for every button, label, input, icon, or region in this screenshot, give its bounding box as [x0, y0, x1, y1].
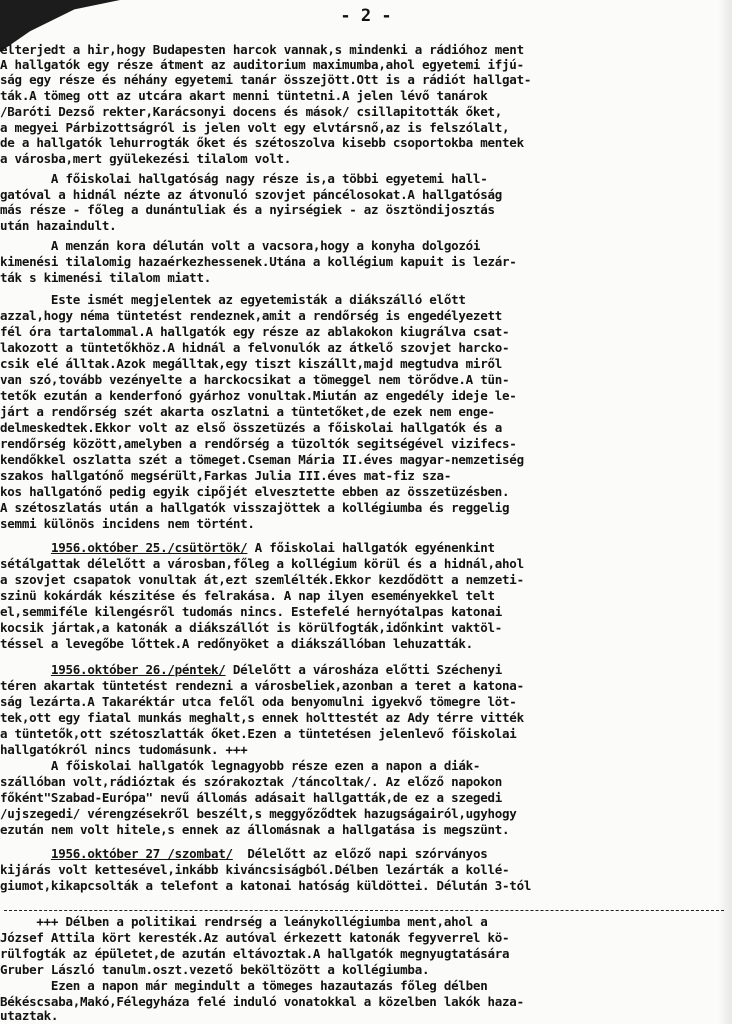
text-line: de a hallgatók lehurrogták őket és szétoszolva kisebb csoportokba mentek: [0, 135, 524, 150]
section-oct25-line: a szovjet csapatok vonultak át,ezt szemlélték.Ekkor kezdődött a nemzeti-: [0, 572, 524, 587]
text-line: ság egy része és néhány egyetemi tanár összejött.Ott is a rádiót hallgat-: [0, 72, 532, 87]
text-line: semmi különös incidens nem történt.: [0, 516, 255, 531]
text-line: delmeskedtek.Ekkor volt az első összetüzés a főiskolai hallgatók és a: [0, 420, 503, 435]
section-oct26-line: tek,ott egy fiatal munkás meghalt,s ennek holttestét az Ady térre vitték: [0, 710, 524, 725]
section-oct25-line: szinü kokárdák készitése és felrakása. A nap ilyen eseményekkel telt: [0, 588, 495, 603]
section-date: 1956.október 27 /szombat/: [50, 846, 233, 861]
section-oct26-line: főként"Szabad-Európa" nevű állomás adásait hallgatták,de ez a szegedi: [0, 790, 503, 805]
text-line: kimenési tilalomig hazaérkezhessenek.Utána a kollégium kapuit is lezár-: [0, 254, 517, 269]
section-oct26-line: a tüntetők,ott szétoszlatták őket.Ezen a tüntetésen jelenlevő főiskolai: [0, 726, 517, 741]
section-oct25-line: sétálgattak délelőtt a városban,főleg a kollégium körül és a hidnál,ahol: [0, 556, 524, 571]
section-oct26-line: /ujszegedi/ vérengzésekről beszélt,s meggyőződtek hazugságairól,ugyhogy: [0, 806, 517, 821]
text-line: Este ismét megjelentek az egyetemisták a diákszálló előtt: [0, 292, 466, 307]
text-line: kendőkkel oszlatta szét a tömeget.Cseman Mária II.éves magyar-nemzetiség: [0, 452, 524, 467]
section-oct25-line: kocsik jártak,a katonák a diákszállót is körülfogták,időnkint vaktöl-: [0, 620, 503, 635]
text-line: más része - főleg a dunántuliak és a nyirségiek - az ösztöndijosztás: [0, 202, 495, 217]
section-oct26-line: ság lezárta.A Takaréktár utca felől oda benyomulni igyekvő tömegre löt-: [0, 694, 517, 709]
footnote-line: Békéscsaba,Makó,Félegyháza felé induló vonatokkal a közelben lakók haza-: [0, 994, 524, 1009]
section-oct26-line: hallgatókról nincs tudomásunk. +++: [0, 742, 248, 757]
text-line: A főiskolai hallgatóság nagy része is,a többi egyetemi hall-: [0, 171, 488, 186]
text-line: tetők ezután a kenderfonó gyárhoz vonultak.Miután az engedély ideje le-: [0, 388, 517, 403]
text-line: /Baróti Dezső rekter,Karácsonyi docens és mások/ csillapitották őket,: [0, 104, 503, 119]
text-line: A szétoszlatás után a hallgatók visszajöttek a kollégiumba és reggelig: [0, 500, 510, 515]
section-oct25-line: el,semmiféle kilengésről tudomás nincs. Estefelé hernyótalpas katonai: [0, 604, 503, 619]
section-oct26-line: ezután nem volt hitele,s ennek az állomásnak a hallgatása is megszünt.: [0, 822, 510, 837]
text-line: fél óra tartalommal.A hallgatók egy része az ablakokon kiugrálva csat-: [0, 324, 510, 339]
text-line: kos hallgatónő pedig egyik cipőjét elvesztette ebben az összetüzésben.: [0, 484, 510, 499]
text-line: rendőrség között,amelyben a rendőrség a tüzoltók segitségével vizifecs-: [0, 436, 517, 451]
text-line: elterjedt a hir,hogy Budapesten harcok vannak,s mindenki a rádióhoz ment: [0, 42, 524, 57]
text-line: után hazaindult.: [0, 218, 117, 233]
text-line: ták s kimenési tilalom miatt.: [0, 270, 211, 285]
scan-edge-shadow: [718, 0, 732, 1024]
footnote-separator: [4, 910, 724, 911]
section-date: 1956.október 25./csütörtök/: [50, 540, 248, 555]
text-line: gatóval a hidnál nézte az átvonuló szovjet páncélosokat.A hallgatóság: [0, 187, 503, 202]
footnote-line: Gruber László tanulm.oszt.vezető beköltözött a kollégiumba.: [0, 962, 430, 977]
page-number: - 2 -: [340, 6, 392, 26]
text-line: ták.A tömeg ott az utcára akart menni tüntetni.A jelen lévő tanárok: [0, 88, 488, 103]
text-line: a városba,mert gyülekezési tilalom volt.: [0, 151, 292, 166]
text-line: csik elé álltak.Azok megálltak,egy tiszt kiszállt,majd megtudva miről: [0, 356, 503, 371]
text-line: van szó,tovább vezényelte a harckocsikat a tömeggel nem törődve.A tün-: [0, 372, 510, 387]
footnote-line: József Attila kört keresték.Az autóval érkezett katonák fegyverrel kö-: [0, 930, 510, 945]
section-oct27-line: giumot,kikapcsolták a telefont a katonai hatóság küldöttei. Délután 3-tól: [0, 878, 532, 893]
section-oct27-line: kijárás volt kettesével,inkább kiváncsiságból.Délben lezárták a kollé-: [0, 862, 510, 877]
section-oct25-line: 1956.október 25./csütörtök/ A főiskolai hallgatók egyénenkint: [50, 540, 495, 555]
text-line: A hallgatók egy része átment az auditorium maximumba,ahol egyetemi ifjú-: [0, 57, 524, 72]
section-date: 1956.október 26./péntek/: [50, 662, 226, 677]
footnote-line: Ezen a napon már megindult a tömeges hazautazás főleg délben: [0, 978, 488, 993]
section-oct26-line: szállóban volt,rádióztak és szórakoztak /táncoltak/. Az előző napokon: [0, 774, 503, 789]
text-line: A menzán kora délután volt a vacsora,hogy a konyha dolgozói: [0, 238, 481, 253]
section-oct26-line: A főiskolai hallgatók legnagyobb része ezen a napon a diák-: [0, 758, 481, 773]
text-line: szakos hallgatónő megsérült,Farkas Julia III.éves mat-fiz sza-: [0, 468, 452, 483]
section-oct26-line: 1956.október 26./péntek/ Délelőtt a városháza előtti Széchenyi: [50, 662, 503, 677]
footnote-line: rülfogták az épületet,de azután eltávoztak.A hallgatók megnyugtatására: [0, 946, 510, 961]
text-line: lakozott a tüntetőkhöz.A hidnál a felvonulók az átkelő szovjet harcko-: [0, 340, 510, 355]
text-line: járt a rendőrség szét akarta oszlatni a tüntetőket,de ezek nem enge-: [0, 404, 495, 419]
text-line: a megyei Párbizottságról is jelen volt egy elvtársnő,az is felszólalt,: [0, 120, 510, 135]
section-oct26-line: téren akartak tüntetést rendezni a városbeliek,azonban a teret a katona-: [0, 678, 524, 693]
section-oct27-line: 1956.október 27 /szombat/ Délelőtt az előző napi szórványos: [50, 846, 488, 861]
footnote-line: utaztak.: [0, 1008, 59, 1023]
section-oct25-line: téssel a levegőbe lőttek.A redőnyöket a diákszállóban lehuzatták.: [0, 636, 473, 651]
footnote-line: +++ Délben a politikai rendrség a leánykollégiumba ment,ahol a: [0, 914, 488, 929]
text-line: azzal,hogy néma tüntetést rendeznek,amit a rendőrség is engedélyezett: [0, 308, 503, 323]
